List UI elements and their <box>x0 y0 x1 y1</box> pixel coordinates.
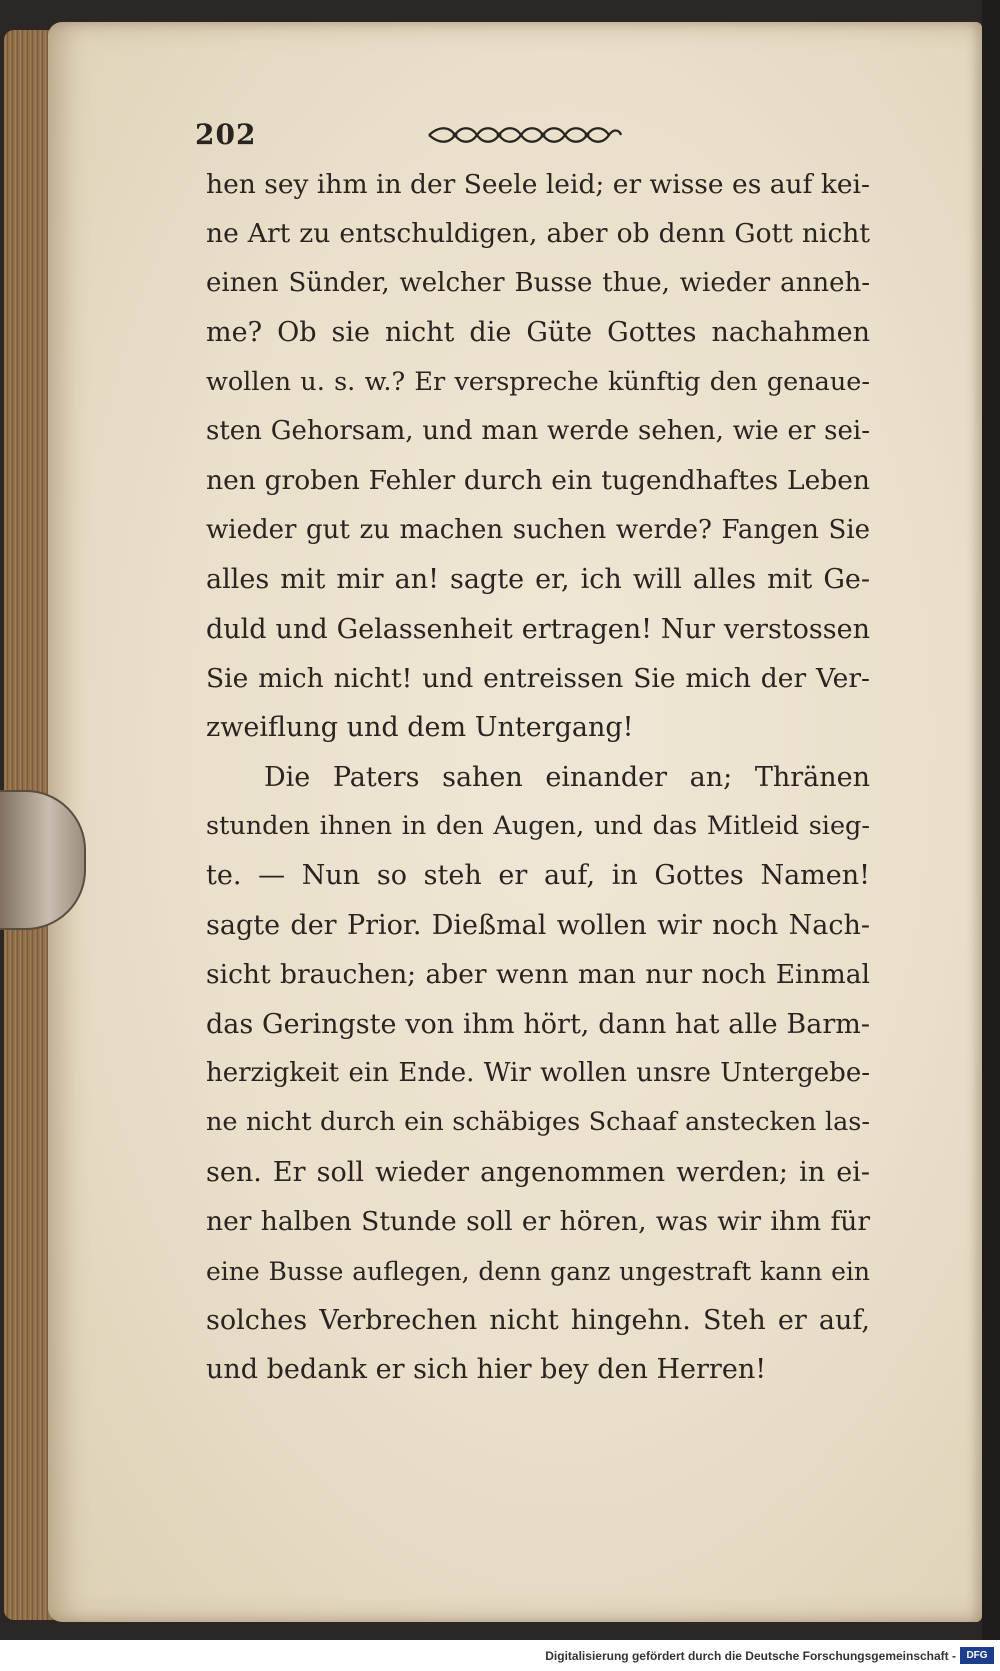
text-line: sicht brauchen; aber wenn man nur noch Einmal <box>206 959 870 991</box>
dfg-logo: DFG <box>960 1647 994 1664</box>
text-line: ner halben Stunde soll er hören, was wir ihm für <box>206 1206 870 1238</box>
text-line: me? Ob sie nicht die Güte Gottes nachahmen <box>206 317 870 349</box>
text-line: te. — Nun so steh er auf, in Gottes Namen! <box>206 860 870 892</box>
text-line: sen. Er soll wieder angenommen werden; in ei- <box>206 1156 870 1188</box>
text-line: nen groben Fehler durch ein tugendhaftes Leben <box>206 465 870 497</box>
header-ornament-icon <box>425 124 625 146</box>
footer-bar <box>0 1640 1000 1671</box>
text-line: sagte der Prior. Dießmal wollen wir noch Nach- <box>206 909 870 941</box>
text-line: ne Art zu entschuldigen, aber ob denn Gott nicht <box>206 218 870 250</box>
body-text <box>206 160 870 1395</box>
text-line: stunden ihnen in den Augen, und das Mitleid sieg- <box>206 811 870 842</box>
book-right-edge <box>982 0 1000 1640</box>
text-line: wieder gut zu machen suchen werde? Fangen Sie <box>206 514 870 545</box>
page-header <box>195 118 625 158</box>
text-line: das Geringste von ihm hört, dann hat alle Barm- <box>206 1008 870 1040</box>
text-line: Die Paters sahen einander an; Thränen <box>264 761 870 793</box>
footer-credit: Digitalisierung gefördert durch die Deutsche Forschungsgemeinschaft - <box>545 1649 956 1663</box>
text-line: alles mit mir an! sagte er, ich will alles mit Ge- <box>206 564 870 596</box>
text-line: hen sey ihm in der Seele leid; er wisse es auf kei- <box>206 169 870 200</box>
text-line: einen Sünder, welcher Busse thue, wieder anneh- <box>206 267 870 298</box>
text-line: duld und Gelassenheit ertragen! Nur verstossen <box>206 613 870 645</box>
text-line: zweiflung und dem Untergang! <box>206 712 634 744</box>
text-line: und bedank er sich hier bey den Herren! <box>206 1354 767 1386</box>
text-line: ne nicht durch ein schäbiges Schaaf anstecken las- <box>206 1107 870 1138</box>
page-number: 202 <box>195 118 257 151</box>
text-line: eine Busse auflegen, denn ganz ungestraft kann ein <box>206 1256 870 1286</box>
text-line: sten Gehorsam, und man werde sehen, wie er sei- <box>206 415 870 446</box>
text-line: wollen u. s. w.? Er verspreche künftig den genaue- <box>206 366 870 397</box>
text-line: herzigkeit ein Ende. Wir wollen unsre Untergebe- <box>206 1058 870 1089</box>
text-line: solches Verbrechen nicht hingehn. Steh er auf, <box>206 1304 870 1336</box>
text-line: Sie mich nicht! und entreissen Sie mich der Ver- <box>206 662 870 694</box>
